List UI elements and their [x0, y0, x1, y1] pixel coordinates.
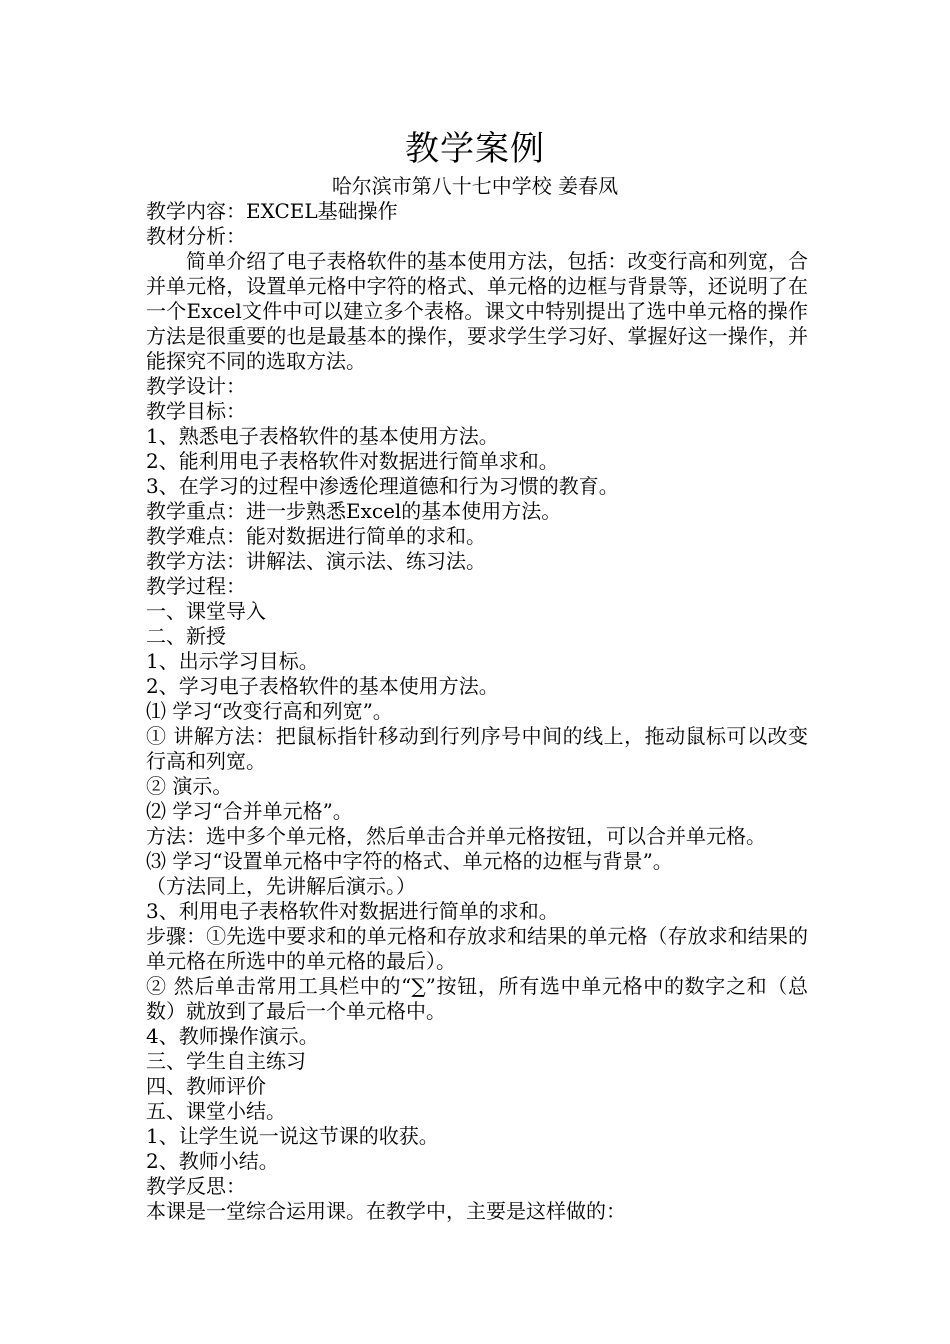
- paragraph: 3、利用电子表格软件对数据进行简单的求和。: [146, 899, 559, 923]
- paragraph: 五、课堂小结。: [146, 1099, 286, 1123]
- paragraph: 教材分析：: [146, 224, 246, 248]
- paragraph: 教学反思：: [146, 1174, 246, 1198]
- paragraph: 三、学生自主练习: [146, 1049, 306, 1073]
- paragraph: 简单介绍了电子表格软件的基本使用方法，包括：改变行高和列宽，合并单元格，设置单元格中字符的格式、单元格的边框与背景等，还说明了在一个Excel文件中可以建立多个表格。课文中特别提出了选中单元格的操作方法是很重要的也是最基本的操作，要求学生学习好、掌握好这一操作，并能探究不同的选取方法。: [146, 249, 808, 373]
- paragraph: 步骤：①先选中要求和的单元格和存放求和结果的单元格（存放求和结果的单元格在所选中的单元格的最后）。: [146, 924, 808, 973]
- paragraph: 教学目标：: [146, 399, 246, 423]
- paragraph: 二、新授: [146, 624, 226, 648]
- paragraph: ② 演示。: [146, 774, 233, 798]
- document-author: 哈尔滨市第八十七中学校 姜春凤: [331, 174, 619, 198]
- paragraph: 本课是一堂综合运用课。在教学中，主要是这样做的：: [146, 1199, 626, 1223]
- paragraph: 一、课堂导入: [146, 599, 266, 623]
- paragraph: ⑶ 学习“设置单元格中字符的格式、单元格的边框与背景”。: [146, 849, 673, 873]
- paragraph: 1、出示学习目标。: [146, 649, 319, 673]
- paragraph: ⑵ 学习“合并单元格”。: [146, 799, 353, 823]
- paragraph: 2、学习电子表格软件的基本使用方法。: [146, 674, 499, 698]
- paragraph: 1、让学生说一说这节课的收获。: [146, 1124, 439, 1148]
- paragraph: 教学难点：能对数据进行简单的求和。: [146, 524, 486, 548]
- paragraph: 2、教师小结。: [146, 1149, 279, 1173]
- paragraph: ② 然后单击常用工具栏中的“∑”按钮，所有选中单元格中的数字之和（总数）就放到了最后一个单元格中。: [146, 974, 808, 1023]
- paragraph: ① 讲解方法：把鼠标指针移动到行列序号中间的线上，拖动鼠标可以改变行高和列宽。: [146, 724, 808, 773]
- paragraph: 教学设计：: [146, 374, 246, 398]
- paragraph: （方法同上，先讲解后演示。）: [146, 874, 416, 898]
- paragraph: 教学过程：: [146, 574, 246, 598]
- paragraph: 1、熟悉电子表格软件的基本使用方法。: [146, 424, 499, 448]
- paragraph: 3、在学习的过程中渗透伦理道德和行为习惯的教育。: [146, 474, 619, 498]
- paragraph: 四、教师评价: [146, 1074, 266, 1098]
- paragraph: 教学方法：讲解法、演示法、练习法。: [146, 549, 486, 573]
- document-body: [146, 199, 808, 1224]
- document-title: 教学案例: [405, 129, 545, 169]
- paragraph: 方法：选中多个单元格，然后单击合并单元格按钮，可以合并单元格。: [146, 824, 766, 848]
- paragraph: 教学重点：进一步熟悉Excel的基本使用方法。: [146, 499, 562, 523]
- paragraph: 4、教师操作演示。: [146, 1024, 319, 1048]
- paragraph: 2、能利用电子表格软件对数据进行简单求和。: [146, 449, 559, 473]
- paragraph: 教学内容：EXCEL基础操作: [146, 199, 398, 223]
- paragraph: ⑴ 学习“改变行高和列宽”。: [146, 699, 393, 723]
